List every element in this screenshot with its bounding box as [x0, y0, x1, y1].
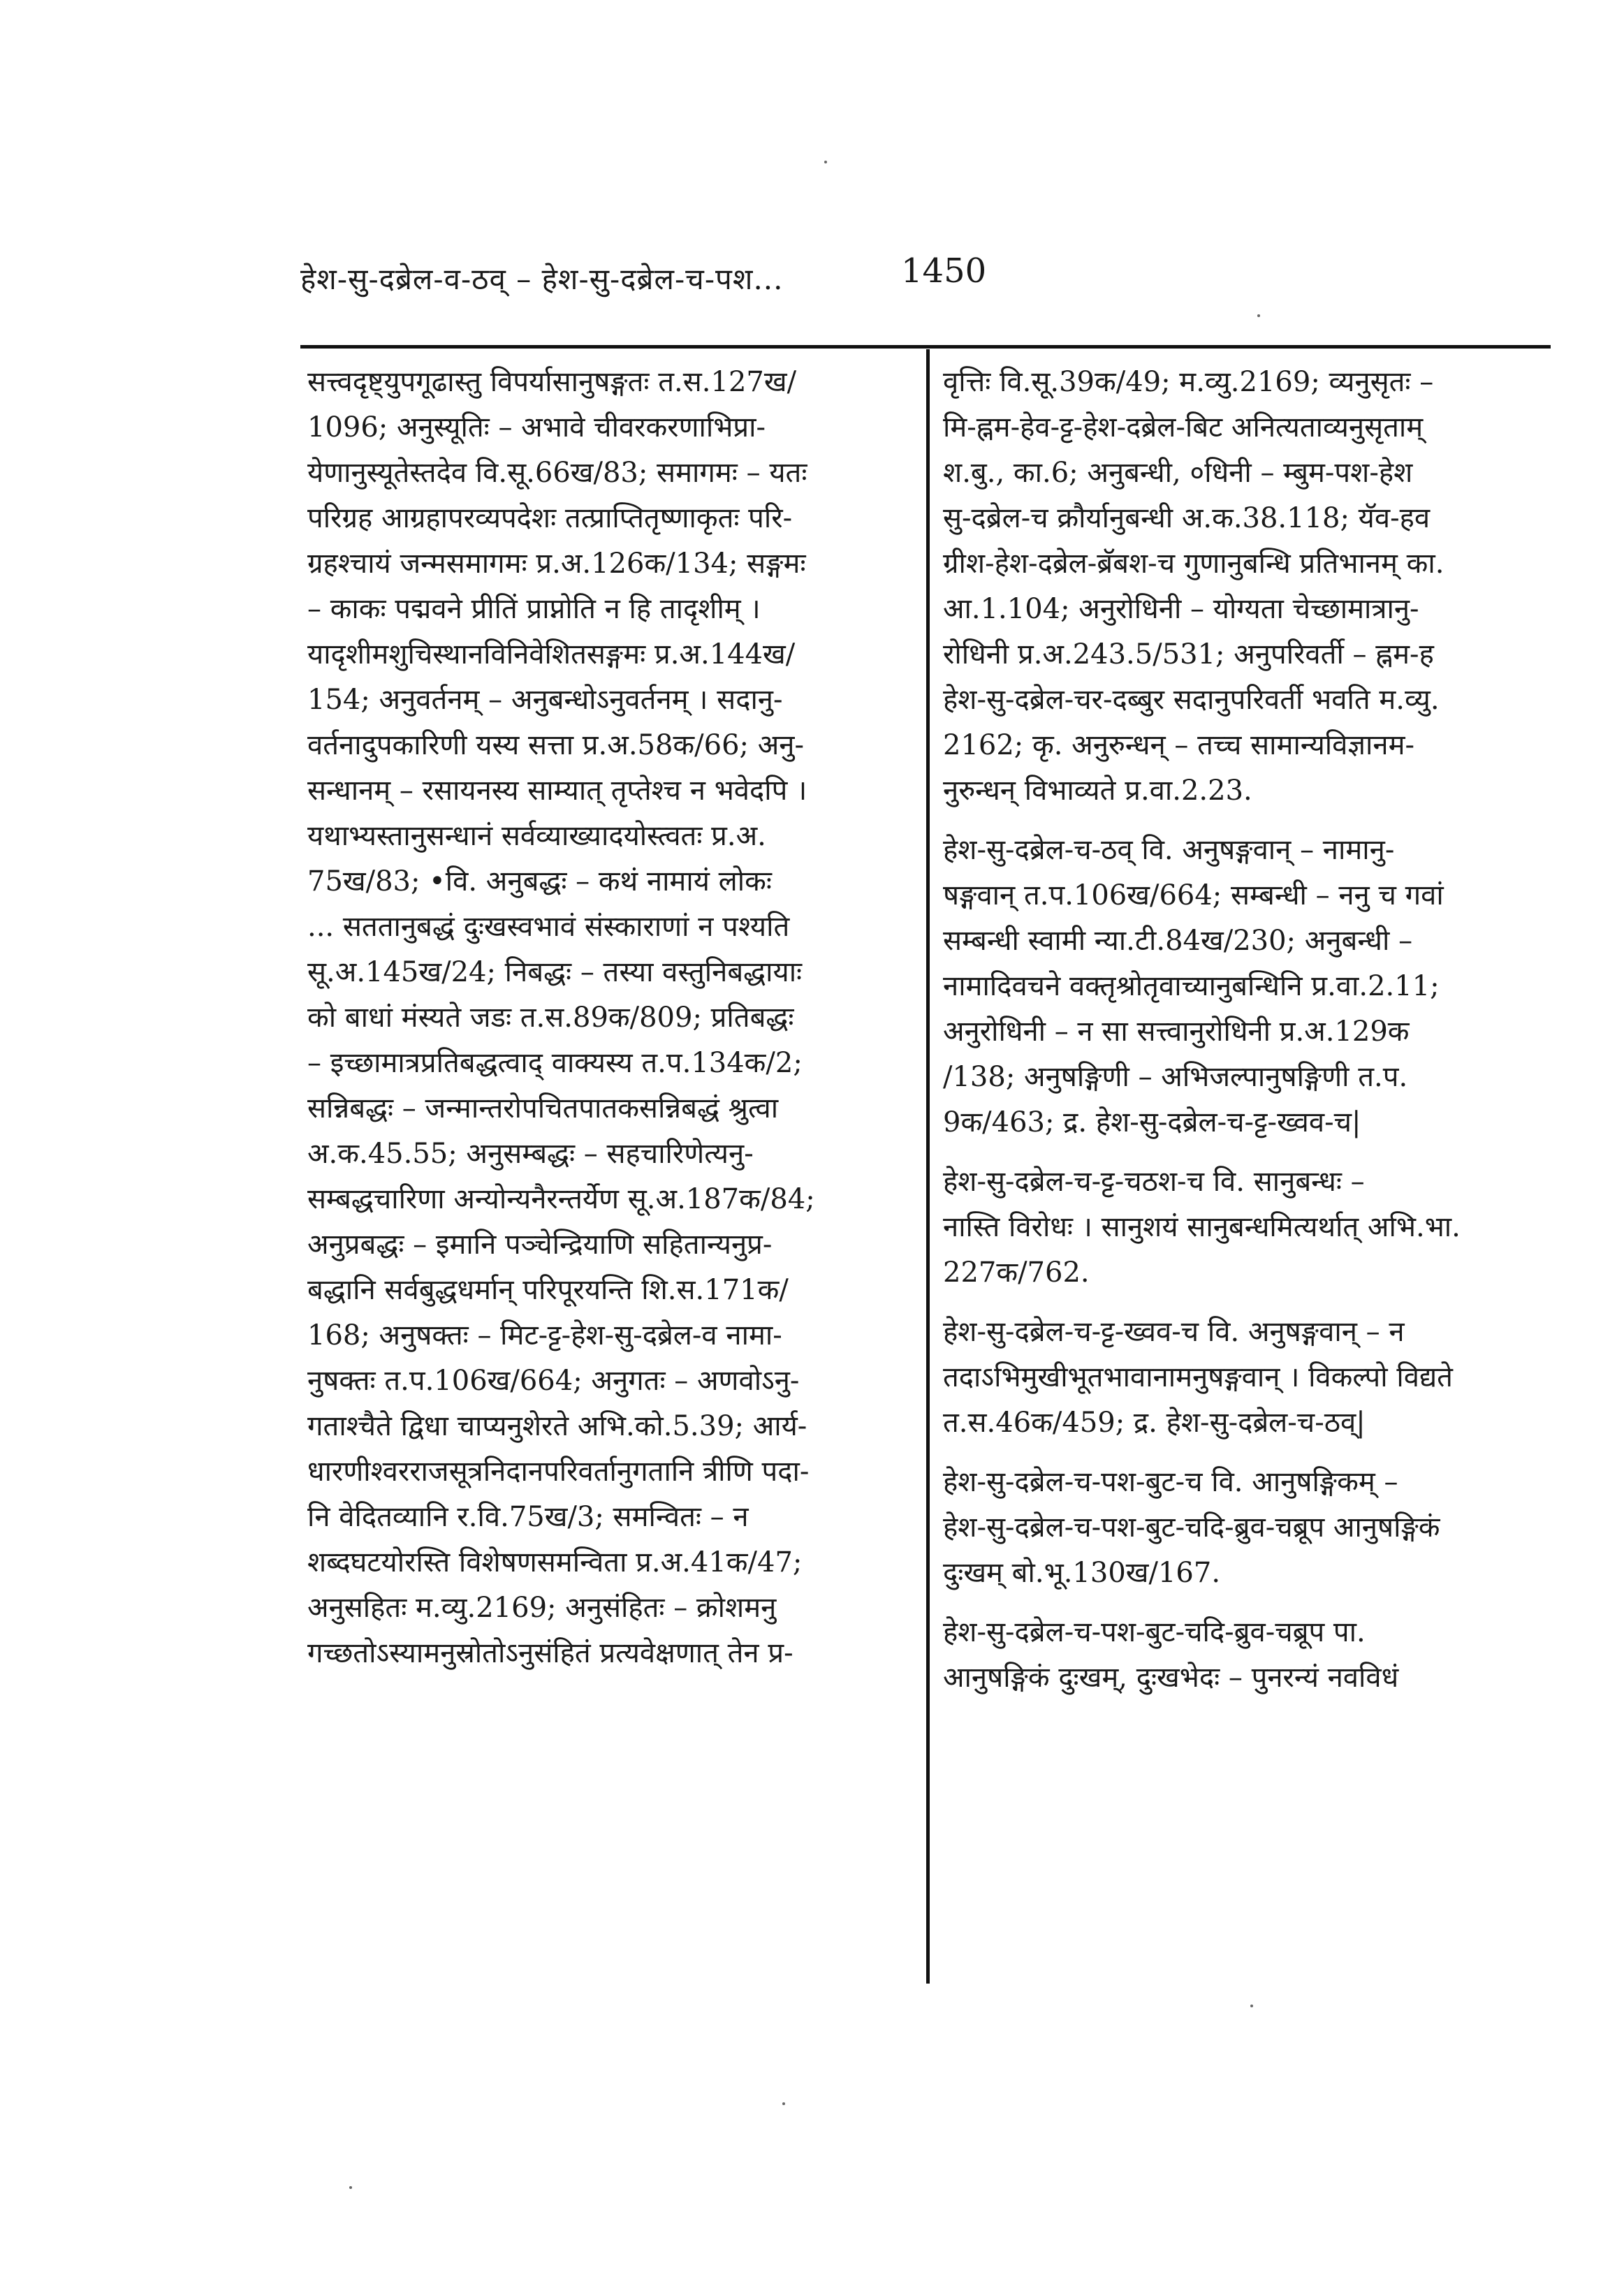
text-line: /138; अनुषङ्गिणी – अभिजल्पानुषङ्गिणी त.प. — [943, 1061, 1408, 1093]
dictionary-entry — [943, 1460, 1551, 1596]
text-line: दुःखम् बो.भू.130ख/167. — [943, 1557, 1221, 1589]
text-line: 154; अनुवर्तनम् – अनुबन्धोऽनुवर्तनम् । सदानु- — [307, 684, 783, 716]
entry-continuation — [943, 360, 1551, 814]
text-line: को बाधां मंस्यते जडः त.स.89क/809; प्रतिबद्धः — [307, 1002, 794, 1034]
text-line: – काकः पद्मवने प्रीतिं प्राप्नोति न हि तादृशीम् । — [307, 593, 761, 625]
text-line: गताश्चैते द्विधा चाप्यनुशेरते अभि.को.5.39; आर्य- — [307, 1410, 807, 1442]
text-line: येणानुस्यूतेस्तदेव वि.सू.66ख/83; समागमः – यतः — [307, 457, 807, 489]
entry-headword-line: हेश-सु-दब्रेल-च-ट्ट-चठश-च वि. सानुबन्धः – — [943, 1166, 1365, 1198]
text-line: बद्धानि सर्वबुद्धधर्मान् परिपूरयन्ति शि.स.171क/ — [307, 1274, 789, 1306]
text-line: षङ्गवान् त.प.106ख/664; सम्बन्धी – ननु च गवां — [943, 879, 1444, 911]
column-divider — [926, 349, 930, 1984]
text-line: हेश-सु-दब्रेल-चर-दब्बुर सदानुपरिवर्ती भवति म.व्यु. — [943, 684, 1440, 716]
text-line: यादृशीमशुचिस्थानविनिवेशितसङ्गमः प्र.अ.144ख/ — [307, 638, 796, 671]
scan-speck — [782, 2102, 785, 2105]
entry-headword-line: हेश-सु-दब्रेल-च-पश-बुट-चदि-ब्रुव-चब्रूप पा. — [943, 1616, 1366, 1648]
text-line: नामादिवचने वक्तृश्रोतृवाच्यानुबन्धिनि प्र.वा.2.11; — [943, 970, 1440, 1002]
dictionary-entry — [943, 828, 1551, 1145]
text-line: 75ख/83; •वि. अनुबद्धः – कथं नामायं लोकः — [307, 865, 772, 898]
dictionary-entry — [943, 1310, 1551, 1446]
scan-speck — [1250, 2005, 1253, 2007]
text-line: आनुषङ्गिकं दुःखम्, दुःखभेदः – पुनरन्यं नवविधं — [943, 1662, 1399, 1694]
entry-headword-line: हेश-सु-दब्रेल-च-ठव् वि. अनुषङ्गवान् – नामानु- — [943, 834, 1395, 866]
text-line: नुरुन्धन् विभाव्यते प्र.वा.2.23. — [943, 775, 1252, 807]
dictionary-entry — [943, 1610, 1551, 1701]
running-header — [300, 251, 1558, 314]
text-line: गच्छतोऽस्यामनुस्रोतोऽनुसंहितं प्रत्यवेक्षणात् तेन प्र- — [307, 1637, 793, 1669]
dictionary-entry — [943, 1159, 1551, 1296]
text-line: सन्धानम् – रसायनस्य साम्यात् तृप्तेश्च न भवेदपि । — [307, 775, 807, 807]
text-line: नास्ति विरोधः । सानुशयं सानुबन्धमित्यर्थात् अभि.भा. — [943, 1211, 1461, 1243]
page-number: 1450 — [901, 251, 987, 291]
text-line: – इच्छामात्रप्रतिबद्धत्वाद् वाक्यस्य त.प.134क/2; — [307, 1047, 803, 1079]
scan-speck — [824, 161, 827, 163]
text-line: अनुप्रबद्धः – इमानि पञ्चेन्द्रियाणि सहितान्यनुप्र- — [307, 1229, 773, 1261]
text-line: नुषक्तः त.प.106ख/664; अनुगतः – अणवोऽनु- — [307, 1365, 800, 1397]
header-guide-words: हेश-सु-दब्रेल-व-ठव् – हेश-सु-दब्रेल-च-पश... — [300, 262, 784, 296]
text-line: शब्दघटयोरस्ति विशेषणसमन्विता प्र.अ.41क/47; — [307, 1546, 803, 1578]
text-line: सत्त्वदृष्ट्युपगूढास्तु विपर्यासानुषङ्गतः त.स.127ख/ — [307, 366, 797, 398]
text-line: ग्रहश्चायं जन्मसमागमः प्र.अ.126क/134; सङ्गमः — [307, 548, 806, 580]
text-line: नि वेदितव्यानि र.वि.75ख/3; समन्वितः – न — [307, 1501, 749, 1533]
text-line: हेश-सु-दब्रेल-च-पश-बुट-चदि-ब्रुव-चब्रूप आनुषङ्गिकं — [943, 1511, 1440, 1544]
text-line: सु-दब्रेल-च क्रौर्यानुबन्धी अ.क.38.118; यॅव-हव — [943, 502, 1431, 534]
text-line: धारणीश्वरराजसूत्रनिदानपरिवर्तानुगतानि त्रीणि पदा- — [307, 1456, 810, 1488]
text-line: ग्रीश-हेश-दब्रेल-ब्रॅबश-च गुणानुबन्धि प्रतिभानम् का. — [943, 548, 1444, 580]
text-line: 1096; अनुस्यूतिः – अभावे चीवरकरणाभिप्रा- — [307, 411, 766, 444]
text-line: परिग्रह आग्रहापरव्यपदेशः तत्प्राप्तितृष्णाकृतः परि- — [307, 502, 793, 534]
text-line: त.स.46क/459; द्र. हेश-सु-दब्रेल-च-ठव्| — [943, 1407, 1366, 1439]
text-line: 168; अनुषक्तः – मिट-ट्ट-हेश-सु-दब्रेल-व नामा- — [307, 1319, 782, 1351]
text-line: अ.क.45.55; अनुसम्बद्धः – सहचारिणेत्यनु- — [307, 1138, 754, 1170]
text-line: रोधिनी प्र.अ.243.5/531; अनुपरिवर्ती – ह्नम-ह — [943, 638, 1434, 671]
right-column — [943, 360, 1551, 1701]
text-line: सन्निबद्धः – जन्मान्तरोपचितपातकसन्निबद्धं श्रुत्वा — [307, 1092, 779, 1124]
text-line: वृत्तिः वि.सू.39क/49; म.व्यु.2169; व्यनुसृतः – — [943, 366, 1434, 398]
text-line: अनुरोधिनी – न सा सत्त्वानुरोधिनी प्र.अ.129क — [943, 1016, 1410, 1048]
text-line: आ.1.104; अनुरोधिनी – योग्यता चेच्छामात्रानु- — [943, 593, 1419, 625]
text-line: 2162; कृ. अनुरुन्धन् – तच्च सामान्यविज्ञानम- — [943, 729, 1415, 761]
scan-speck — [349, 2186, 352, 2189]
left-column — [307, 360, 901, 1676]
text-line: यथाभ्यस्तानुसन्धानं सर्वव्याख्यादयोस्त्वतः प्र.अ. — [307, 820, 766, 852]
text-line: सम्बद्धचारिणा अन्योन्यनैरन्तर्येण सू.अ.187क/84; — [307, 1183, 815, 1215]
text-line: वर्तनादुपकारिणी यस्य सत्ता प्र.अ.58क/66; अनु- — [307, 729, 804, 761]
text-line: तदाऽभिमुखीभूतभावानामनुषङ्गवान् । विकल्पो विद्यते — [943, 1361, 1453, 1393]
entry-headword-line: हेश-सु-दब्रेल-च-ट्ट-ख्वव-च वि. अनुषङ्गवान् – न — [943, 1316, 1405, 1348]
text-line: सम्बन्धी स्वामी न्या.टी.84ख/230; अनुबन्धी – — [943, 925, 1413, 957]
text-line: श.बु., का.6; अनुबन्धी, ०धिनी – म्बुम-पश-हेश — [943, 457, 1413, 489]
text-line: ... सततानुबद्धं दुःखस्वभावं संस्काराणां न पश्यति — [307, 911, 790, 943]
text-line: मि-ह्नम-हेव-ट्ट-हेश-दब्रेल-बिट अनित्यताव्यनुसृताम् — [943, 411, 1424, 444]
text-line: सू.अ.145ख/24; निबद्धः – तस्या वस्तुनिबद्धायाः — [307, 956, 803, 988]
entry-headword-line: हेश-सु-दब्रेल-च-पश-बुट-च वि. आनुषङ्गिकम् – — [943, 1466, 1398, 1498]
text-line: 9क/463; द्र. हेश-सु-दब्रेल-च-ट्ट-ख्वव-च| — [943, 1106, 1361, 1138]
text-line: 227क/762. — [943, 1257, 1090, 1289]
text-line: अनुसहितः म.व्यु.2169; अनुसंहितः – क्रोशमनु — [307, 1592, 777, 1624]
header-rule — [300, 345, 1551, 349]
scan-speck — [1257, 314, 1260, 317]
